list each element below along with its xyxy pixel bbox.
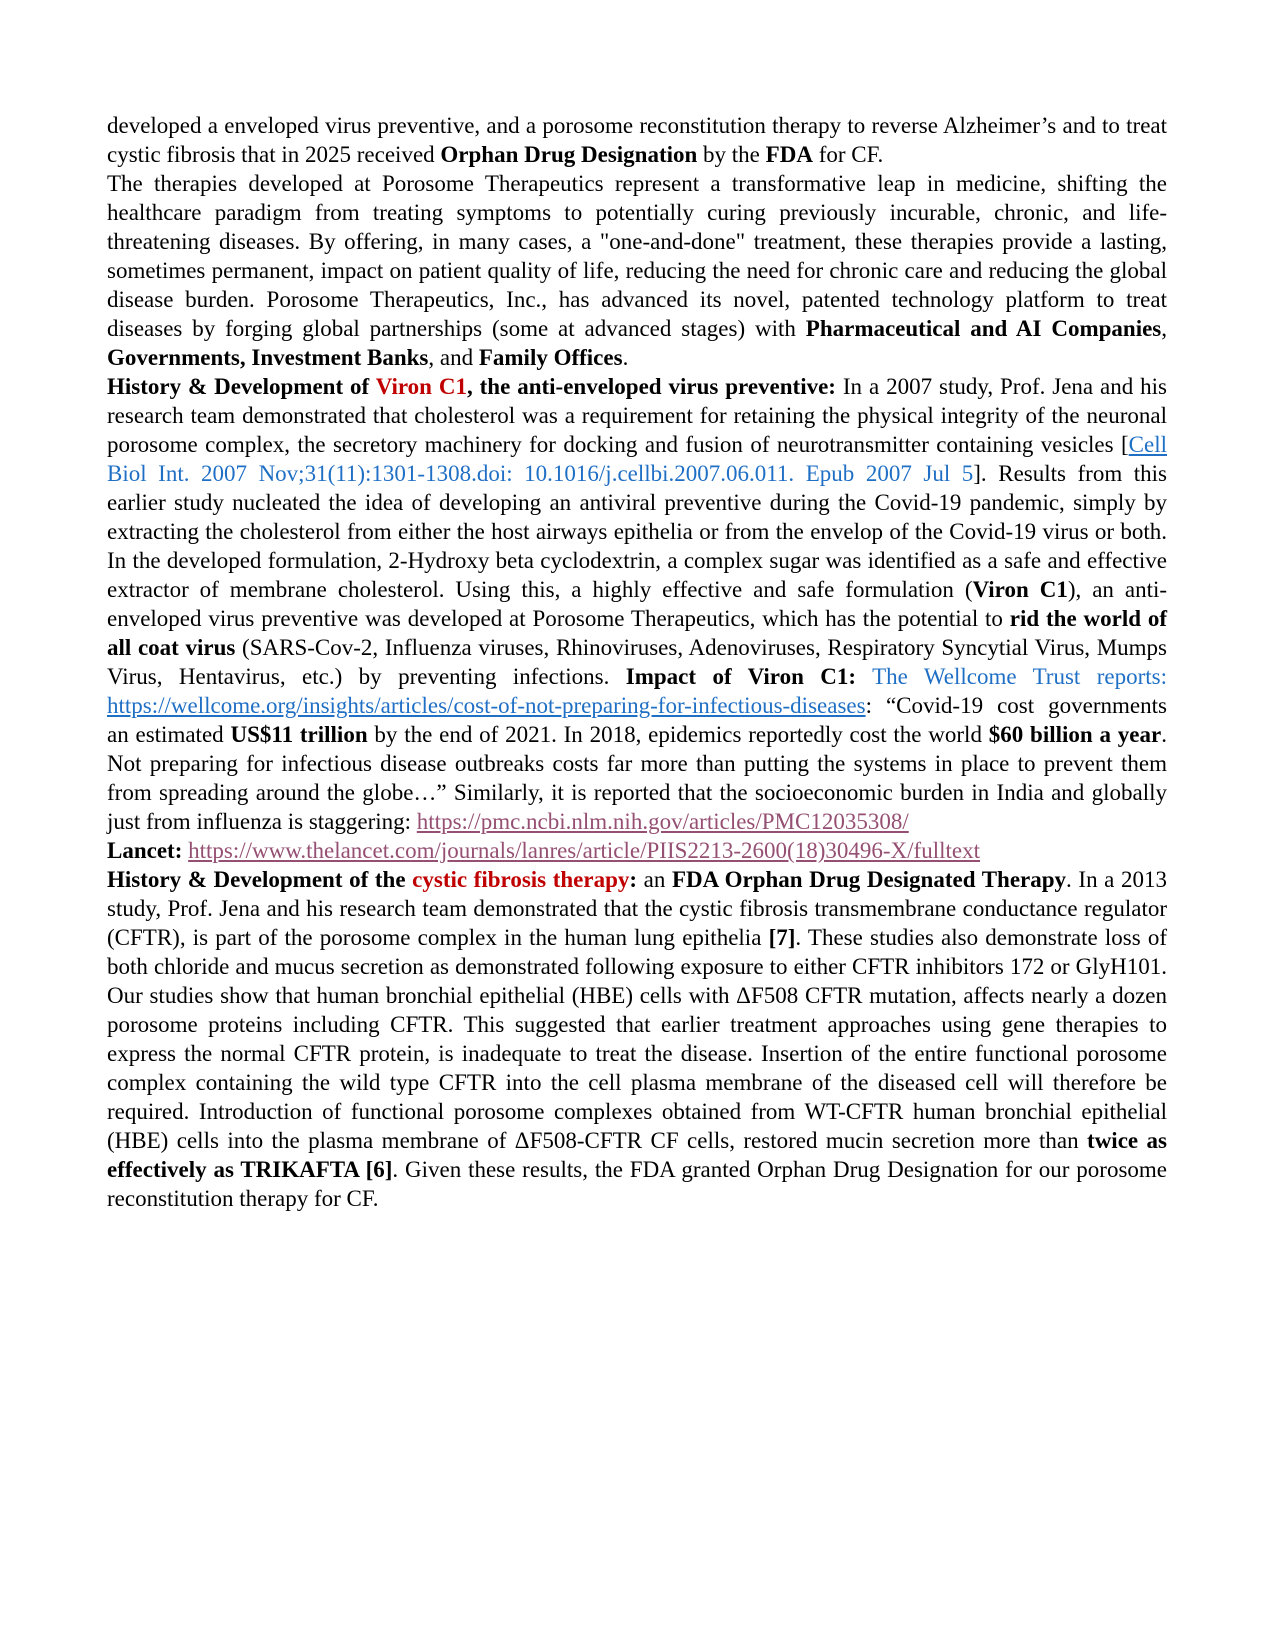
text-run: (SARS-Cov-2, Influenza viruses, Rhinoviruses, Adenoviruses, Respiratory Syncytial Virus, Mumps Virus, Hentavirus, etc.) by preventing infections. (107, 635, 1167, 689)
wellcome-report-link[interactable]: https://wellcome.org/insights/articles/cost-of-not-preparing-for-infectious-diseases (107, 693, 866, 718)
cystic-fibrosis-highlight: cystic fibrosis therapy (412, 867, 630, 892)
text-run: . (622, 345, 629, 370)
text-run: , the anti-enveloped virus preventive: (466, 374, 836, 399)
cell-journal-link[interactable]: Cell (1128, 432, 1167, 457)
text-run: : “Covid-19 cost governments an estimated (107, 693, 1167, 747)
text-run: Viron C1 (972, 577, 1068, 602)
text-run: , and (428, 345, 479, 370)
text-run: Pharmaceutical and AI Companies (805, 316, 1162, 341)
text-run: US$11 trillion (230, 722, 368, 747)
text-run (856, 664, 872, 689)
lancet-article-link[interactable]: https://www.thelancet.com/journals/lanres/article/PIIS2213-2600(18)30496-X/fulltext (188, 838, 980, 863)
text-run: twice as effectively as TRIKAFTA [6] (107, 1128, 1167, 1182)
text-run: History & Development of the (107, 867, 413, 892)
intro-paragraph (107, 111, 1167, 169)
viron-c1-highlight: Viron C1 (375, 374, 467, 399)
pmc-article-link[interactable]: https://pmc.ncbi.nlm.nih.gov/articles/PMC12035308/ (416, 809, 909, 834)
text-run: Lancet: (107, 838, 189, 863)
text-run: History & Development of (107, 374, 376, 399)
text-run: . These studies also demonstrate loss of both chloride and mucus secretion as demonstrated following exposure to either CFTR inhibitors 172 or GlyH101. Our studies show that human bronchial epithelial (HBE) cells with ΔF508 CFTR mutation, affects nearly a dozen porosome proteins including CFTR. This suggested that earlier treatment approaches using gene therapies to express the normal CFTR protein, is inadequate to treat the disease. Insertion of the entire functional porosome complex containing the wild type CFTR into the cell plasma membrane of the diseased cell will therefore be required. Introduction of functional porosome complexes obtained from WT-CFTR human bronchial epithelial (HBE) cells into the plasma membrane of ΔF508-CFTR CF cells, restored mucin secretion more than (107, 925, 1167, 1153)
text-run: . In a 2013 study, Prof. Jena and his research team demonstrated that the cystic fibrosis transmembrane conductance regulator (CFTR), is part of the porosome complex in the human lung epithelia (107, 867, 1167, 950)
text-run: $60 billion a year (988, 722, 1162, 747)
viron-c1-history-paragraph (107, 372, 1167, 836)
cystic-fibrosis-history-paragraph (107, 865, 1167, 1213)
text-run: Impact of Viron C1: (625, 664, 857, 689)
text-run: FDA Orphan Drug Designated Therapy (671, 867, 1067, 892)
document-body (107, 111, 1167, 1213)
text-run: In a 2007 study, Prof. Jena and his research team demonstrated that cholesterol was a requirement for retaining the physical integrity of the neuronal porosome complex, the secretory machinery for docking and fusion of neurotransmitter containing vesicles [ (107, 374, 1168, 457)
text-run: : (629, 867, 638, 892)
text-run: , (1161, 316, 1167, 341)
text-run: Family Offices (478, 345, 623, 370)
text-run: by the end of 2021. In 2018, epidemics reportedly cost the world (367, 722, 989, 747)
text-run: by the (697, 142, 766, 167)
therapies-paragraph (107, 169, 1167, 372)
text-run: for CF. (812, 142, 884, 167)
text-run: Orphan Drug Designation (440, 142, 698, 167)
text-run: . Given these results, the FDA granted Orphan Drug Designation for our porosome reconstitution therapy for CF. (107, 1157, 1168, 1211)
text-run: developed a enveloped virus preventive, and a porosome reconstitution therapy to reverse Alzheimer’s and to treat cystic fibrosis that in 2025 received (107, 113, 1167, 167)
text-run: ), an anti-enveloped virus preventive was developed at Porosome Therapeutics, which has the potential to (107, 577, 1168, 631)
text-run: rid the world of all coat virus (107, 606, 1167, 660)
text-run: The Wellcome Trust reports: (872, 664, 1167, 689)
text-run: an (637, 867, 672, 892)
text-run: [7] (768, 925, 796, 950)
text-run: The therapies developed at Porosome Therapeutics represent a transformative leap in medicine, shifting the healthcare paradigm from treating symptoms to potentially curing previously incurable, chronic, and life-threatening diseases. By offering, in many cases, a "one-and-done" treatment, these therapies provide a lasting, sometimes permanent, impact on patient quality of life, reducing the need for chronic care and reducing the global disease burden. Porosome Therapeutics, Inc., has advanced its novel, patented technology platform to treat diseases by forging global partnerships (some at advanced stages) with (107, 171, 1167, 341)
text-run: Governments, Investment Banks (107, 345, 429, 370)
lancet-reference-line (107, 836, 1167, 865)
text-run: . Not preparing for infectious disease outbreaks costs far more than putting the systems in place to prevent them from spreading around the globe…” Similarly, it is reported that the socioeconomic burden in India and globally just from influenza is staggering: (107, 722, 1167, 834)
text-run: Biol Int. 2007 Nov;31(11):1301-1308.doi: 10.1016/j.cellbi.2007.06.011. Epub 2007 Jul 5 (107, 461, 974, 486)
text-run: ]. Results from this earlier study nucleated the idea of developing an antiviral preventive during the Covid-19 pandemic, simply by extracting the cholesterol from either the host airways epithelia or from the envelop of the Covid-19 virus or both. In the developed formulation, 2-Hydroxy beta cyclodextrin, a complex sugar was identified as a safe and effective extractor of membrane cholesterol. Using this, a highly effective and safe formulation ( (107, 461, 1167, 602)
text-run: FDA (765, 142, 813, 167)
